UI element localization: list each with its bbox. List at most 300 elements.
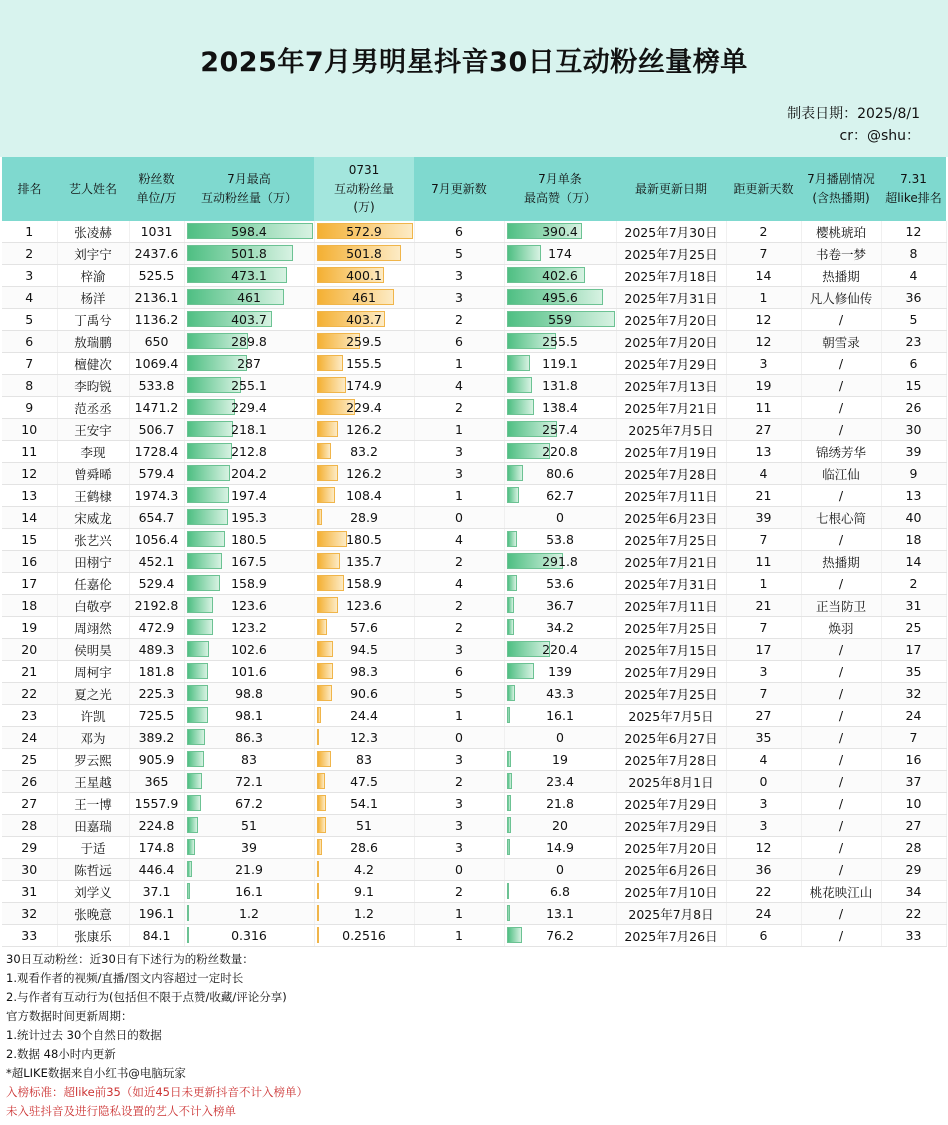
fans-count: 365 [129, 771, 184, 793]
superlike-rank: 25 [881, 617, 946, 639]
fans-count: 1069.4 [129, 353, 184, 375]
max-fans [184, 441, 314, 463]
artist-name: 曾舜晞 [57, 463, 129, 485]
header-area [0, 0, 948, 157]
days-since-update: 17 [726, 639, 801, 661]
update-count: 3 [414, 837, 504, 859]
table-row [2, 507, 946, 529]
last-update-date: 2025年7月31日 [616, 287, 726, 309]
header-label: 单位/万 [136, 191, 177, 205]
rank-cell: 21 [2, 661, 57, 683]
superlike-rank: 2 [881, 573, 946, 595]
table-row [2, 705, 946, 727]
max-likes-bar [507, 487, 519, 503]
max-fans-bar [187, 861, 192, 877]
last-update-date: 2025年6月27日 [616, 727, 726, 749]
superlike-rank: 26 [881, 397, 946, 419]
max-fans [184, 265, 314, 287]
artist-name: 王鹤棣 [57, 485, 129, 507]
artist-name: 李昀锐 [57, 375, 129, 397]
max-likes-value: 14.9 [546, 840, 574, 855]
col-days [726, 157, 801, 221]
max-likes-bar [507, 773, 512, 789]
rank-cell: 27 [2, 793, 57, 815]
update-count: 2 [414, 397, 504, 419]
fans-0731-bar [317, 839, 322, 855]
drama-status: / [801, 727, 881, 749]
max-fans-value: 72.1 [235, 774, 263, 789]
max-likes [504, 309, 616, 331]
max-likes-value: 220.8 [542, 444, 578, 459]
rank-cell: 19 [2, 617, 57, 639]
max-fans-value: 204.2 [231, 466, 267, 481]
max-likes-value: 119.1 [542, 356, 578, 371]
days-since-update: 36 [726, 859, 801, 881]
table-row [2, 793, 946, 815]
update-count: 1 [414, 419, 504, 441]
ranking-table [2, 157, 947, 947]
max-fans-value: 212.8 [231, 444, 267, 459]
table-row [2, 727, 946, 749]
last-update-date: 2025年7月5日 [616, 705, 726, 727]
rank-cell: 24 [2, 727, 57, 749]
drama-status: / [801, 749, 881, 771]
fans-0731-bar [317, 619, 327, 635]
days-since-update: 2 [726, 221, 801, 243]
last-update-date: 2025年7月20日 [616, 331, 726, 353]
superlike-rank: 13 [881, 485, 946, 507]
days-since-update: 35 [726, 727, 801, 749]
drama-status: / [801, 309, 881, 331]
max-likes-bar [507, 377, 532, 393]
max-likes-bar [507, 795, 511, 811]
fans-count: 225.3 [129, 683, 184, 705]
max-fans [184, 771, 314, 793]
last-update-date: 2025年6月23日 [616, 507, 726, 529]
last-update-date: 2025年7月19日 [616, 441, 726, 463]
max-likes [504, 573, 616, 595]
days-since-update: 3 [726, 661, 801, 683]
max-likes-value: 0 [556, 862, 564, 877]
update-count: 4 [414, 375, 504, 397]
drama-status: 桃花映江山 [801, 881, 881, 903]
max-fans-bar [187, 707, 208, 723]
max-fans [184, 793, 314, 815]
max-fans-bar [187, 751, 204, 767]
fans-0731-value: 28.6 [350, 840, 378, 855]
last-update-date: 2025年7月18日 [616, 265, 726, 287]
col-fans [129, 157, 184, 221]
update-count: 6 [414, 661, 504, 683]
max-likes [504, 705, 616, 727]
fans-0731-bar [317, 421, 338, 437]
days-since-update: 14 [726, 265, 801, 287]
max-likes [504, 243, 616, 265]
fans-0731-value: 83.2 [350, 444, 378, 459]
credit: cr：@shu： [839, 128, 920, 144]
max-fans-value: 101.6 [231, 664, 267, 679]
max-likes-value: 19 [552, 752, 568, 767]
fans-0731-bar [317, 685, 332, 701]
max-fans-bar [187, 619, 213, 635]
fans-0731-bar [317, 531, 347, 547]
rank-cell: 15 [2, 529, 57, 551]
rank-cell: 18 [2, 595, 57, 617]
rank-cell: 2 [2, 243, 57, 265]
max-fans-value: 461 [237, 290, 261, 305]
fans-0731 [314, 793, 414, 815]
table-row [2, 595, 946, 617]
artist-name: 白敬亭 [57, 595, 129, 617]
drama-status: / [801, 771, 881, 793]
max-fans [184, 287, 314, 309]
header-label: (含热播期) [812, 191, 870, 205]
fans-count: 525.5 [129, 265, 184, 287]
fans-0731-value: 126.2 [346, 422, 382, 437]
header-label: 艺人姓名 [68, 181, 117, 196]
update-count: 1 [414, 903, 504, 925]
fans-0731 [314, 661, 414, 683]
fans-0731-bar [317, 883, 319, 899]
artist-name: 刘宇宁 [57, 243, 129, 265]
days-since-update: 4 [726, 749, 801, 771]
col-superlike [881, 157, 946, 221]
artist-name: 敖瑞鹏 [57, 331, 129, 353]
max-likes-value: 53.6 [546, 576, 574, 591]
max-likes [504, 507, 616, 529]
drama-status: / [801, 639, 881, 661]
last-update-date: 2025年7月29日 [616, 661, 726, 683]
table-row [2, 463, 946, 485]
superlike-rank: 35 [881, 661, 946, 683]
fans-0731-value: 47.5 [350, 774, 378, 789]
last-update-date: 2025年7月11日 [616, 485, 726, 507]
fans-0731 [314, 309, 414, 331]
max-fans-value: 0.316 [231, 928, 267, 943]
max-likes-value: 21.8 [546, 796, 574, 811]
max-fans-value: 255.1 [231, 378, 267, 393]
max-fans [184, 309, 314, 331]
artist-name: 张艺兴 [57, 529, 129, 551]
fans-count: 452.1 [129, 551, 184, 573]
superlike-rank: 15 [881, 375, 946, 397]
max-fans [184, 617, 314, 639]
max-fans-value: 86.3 [235, 730, 263, 745]
header-label: 距更新天数 [733, 181, 794, 196]
artist-name: 王一博 [57, 793, 129, 815]
fans-count: 174.8 [129, 837, 184, 859]
fans-0731 [314, 705, 414, 727]
fans-0731 [314, 815, 414, 837]
artist-name: 张康乐 [57, 925, 129, 947]
update-count: 3 [414, 639, 504, 661]
header-label: 7月最高 [227, 172, 271, 187]
last-update-date: 2025年7月20日 [616, 837, 726, 859]
fans-0731 [314, 441, 414, 463]
max-likes-bar [507, 355, 530, 371]
max-likes [504, 661, 616, 683]
drama-status: / [801, 419, 881, 441]
header-label: 粉丝数 [138, 172, 175, 187]
superlike-rank: 12 [881, 221, 946, 243]
fans-0731 [314, 595, 414, 617]
max-likes-value: 139 [548, 664, 572, 679]
artist-name: 许凯 [57, 705, 129, 727]
rank-cell: 22 [2, 683, 57, 705]
superlike-rank: 33 [881, 925, 946, 947]
max-likes [504, 617, 616, 639]
fans-count: 472.9 [129, 617, 184, 639]
days-since-update: 7 [726, 529, 801, 551]
fans-0731-value: 180.5 [346, 532, 382, 547]
made-date: 制表日期：2025/8/1 [787, 106, 920, 122]
fans-0731-bar [317, 597, 338, 613]
artist-name: 张晚意 [57, 903, 129, 925]
max-likes [504, 485, 616, 507]
rank-cell: 29 [2, 837, 57, 859]
fans-0731-value: 108.4 [346, 488, 382, 503]
update-count: 4 [414, 529, 504, 551]
rank-cell: 7 [2, 353, 57, 375]
last-update-date: 2025年7月13日 [616, 375, 726, 397]
fans-0731-value: 83 [356, 752, 372, 767]
table-row [2, 903, 946, 925]
days-since-update: 6 [726, 925, 801, 947]
max-likes-value: 43.3 [546, 686, 574, 701]
fans-count: 533.8 [129, 375, 184, 397]
rank-cell: 6 [2, 331, 57, 353]
max-fans-bar [187, 839, 195, 855]
max-fans [184, 727, 314, 749]
fans-count: 2136.1 [129, 287, 184, 309]
table-row [2, 859, 946, 881]
superlike-rank: 30 [881, 419, 946, 441]
max-likes-bar [507, 707, 510, 723]
max-likes [504, 419, 616, 441]
fans-0731 [314, 419, 414, 441]
fans-0731-value: 572.9 [346, 224, 382, 239]
max-fans [184, 859, 314, 881]
drama-status: 正当防卫 [801, 595, 881, 617]
max-fans [184, 419, 314, 441]
superlike-rank: 40 [881, 507, 946, 529]
update-count: 3 [414, 441, 504, 463]
max-fans-value: 218.1 [231, 422, 267, 437]
fans-0731 [314, 881, 414, 903]
drama-status: / [801, 375, 881, 397]
superlike-rank: 5 [881, 309, 946, 331]
max-likes-bar [507, 927, 522, 943]
max-fans-value: 98.1 [235, 708, 263, 723]
note-line: 未入驻抖音及进行隐私设置的艺人不计入榜单 [6, 1104, 236, 1118]
superlike-rank: 32 [881, 683, 946, 705]
max-likes [504, 749, 616, 771]
rank-cell: 3 [2, 265, 57, 287]
fans-count: 1728.4 [129, 441, 184, 463]
last-update-date: 2025年7月29日 [616, 353, 726, 375]
max-likes [504, 793, 616, 815]
header-label: 排名 [17, 181, 42, 196]
max-fans [184, 573, 314, 595]
header-row [2, 157, 946, 221]
fans-count: 446.4 [129, 859, 184, 881]
fans-0731 [314, 221, 414, 243]
last-update-date: 2025年7月21日 [616, 551, 726, 573]
last-update-date: 2025年8月1日 [616, 771, 726, 793]
drama-status: / [801, 529, 881, 551]
max-likes [504, 771, 616, 793]
drama-status: / [801, 485, 881, 507]
fans-0731 [314, 353, 414, 375]
max-fans [184, 243, 314, 265]
rank-cell: 10 [2, 419, 57, 441]
col-rank [2, 157, 57, 221]
note-line: 入榜标准：超like前35（如近45日未更新抖音不计入榜单） [6, 1085, 308, 1099]
max-fans [184, 881, 314, 903]
table-body [2, 221, 946, 947]
max-fans-bar [187, 465, 230, 481]
max-likes-value: 0 [556, 730, 564, 745]
fans-0731 [314, 749, 414, 771]
max-likes-bar [507, 619, 514, 635]
max-likes-bar [507, 245, 541, 261]
artist-name: 张凌赫 [57, 221, 129, 243]
table-row [2, 837, 946, 859]
max-fans [184, 485, 314, 507]
fans-0731-value: 174.9 [346, 378, 382, 393]
max-likes-bar [507, 663, 534, 679]
fans-count: 1974.3 [129, 485, 184, 507]
days-since-update: 12 [726, 331, 801, 353]
col-max-fans [184, 157, 314, 221]
artist-name: 周翊然 [57, 617, 129, 639]
fans-count: 650 [129, 331, 184, 353]
fans-0731-value: 501.8 [346, 246, 382, 261]
max-likes-value: 402.6 [542, 268, 578, 283]
max-fans-bar [187, 795, 201, 811]
superlike-rank: 31 [881, 595, 946, 617]
update-count: 3 [414, 815, 504, 837]
max-fans-value: 473.1 [231, 268, 267, 283]
fans-0731-bar [317, 641, 333, 657]
rank-cell: 11 [2, 441, 57, 463]
max-likes-value: 16.1 [546, 708, 574, 723]
days-since-update: 21 [726, 485, 801, 507]
table-row [2, 375, 946, 397]
max-likes [504, 463, 616, 485]
fans-0731 [314, 485, 414, 507]
max-fans-value: 16.1 [235, 884, 263, 899]
days-since-update: 21 [726, 595, 801, 617]
superlike-rank: 29 [881, 859, 946, 881]
fans-0731 [314, 243, 414, 265]
last-update-date: 2025年7月30日 [616, 221, 726, 243]
fans-0731-bar [317, 729, 319, 745]
fans-0731-value: 229.4 [346, 400, 382, 415]
max-likes-value: 76.2 [546, 928, 574, 943]
fans-count: 37.1 [129, 881, 184, 903]
fans-0731 [314, 265, 414, 287]
max-fans [184, 221, 314, 243]
max-fans [184, 551, 314, 573]
table-row [2, 221, 946, 243]
max-fans-value: 289.8 [231, 334, 267, 349]
table-row [2, 419, 946, 441]
update-count: 5 [414, 243, 504, 265]
days-since-update: 3 [726, 815, 801, 837]
max-fans-bar [187, 509, 228, 525]
max-fans [184, 815, 314, 837]
rank-cell: 4 [2, 287, 57, 309]
days-since-update: 24 [726, 903, 801, 925]
max-fans [184, 925, 314, 947]
superlike-rank: 24 [881, 705, 946, 727]
max-fans [184, 529, 314, 551]
artist-name: 侯明昊 [57, 639, 129, 661]
last-update-date: 2025年7月28日 [616, 463, 726, 485]
max-fans-value: 39 [241, 840, 257, 855]
rank-cell: 33 [2, 925, 57, 947]
last-update-date: 2025年7月5日 [616, 419, 726, 441]
max-fans-bar [187, 729, 205, 745]
artist-name: 刘学义 [57, 881, 129, 903]
days-since-update: 12 [726, 837, 801, 859]
rank-cell: 25 [2, 749, 57, 771]
fans-0731 [314, 287, 414, 309]
artist-name: 檀健次 [57, 353, 129, 375]
superlike-rank: 27 [881, 815, 946, 837]
max-fans [184, 331, 314, 353]
artist-name: 王星越 [57, 771, 129, 793]
days-since-update: 39 [726, 507, 801, 529]
max-likes-value: 255.5 [542, 334, 578, 349]
header-label: 7月播剧情况 [807, 172, 875, 187]
fans-0731 [314, 837, 414, 859]
fans-0731-value: 9.1 [354, 884, 374, 899]
update-count: 0 [414, 859, 504, 881]
max-fans [184, 507, 314, 529]
fans-count: 196.1 [129, 903, 184, 925]
superlike-rank: 4 [881, 265, 946, 287]
days-since-update: 7 [726, 243, 801, 265]
fans-count: 1557.9 [129, 793, 184, 815]
days-since-update: 12 [726, 309, 801, 331]
drama-status: / [801, 903, 881, 925]
max-fans-value: 229.4 [231, 400, 267, 415]
max-likes [504, 331, 616, 353]
fans-0731 [314, 683, 414, 705]
rank-cell: 20 [2, 639, 57, 661]
last-update-date: 2025年7月25日 [616, 243, 726, 265]
fans-count: 2192.8 [129, 595, 184, 617]
max-fans-bar [187, 773, 202, 789]
superlike-rank: 14 [881, 551, 946, 573]
header-label: 7.31 [900, 172, 927, 187]
max-likes-value: 291.8 [542, 554, 578, 569]
max-likes [504, 881, 616, 903]
fans-0731-bar [317, 773, 325, 789]
fans-count: 2437.6 [129, 243, 184, 265]
last-update-date: 2025年7月25日 [616, 617, 726, 639]
col-max-likes [504, 157, 616, 221]
artist-name: 田嘉瑞 [57, 815, 129, 837]
artist-name: 陈哲远 [57, 859, 129, 881]
max-fans [184, 661, 314, 683]
fans-0731-bar [317, 861, 319, 877]
header-label: (万) [353, 200, 375, 215]
last-update-date: 2025年7月28日 [616, 749, 726, 771]
superlike-rank: 17 [881, 639, 946, 661]
